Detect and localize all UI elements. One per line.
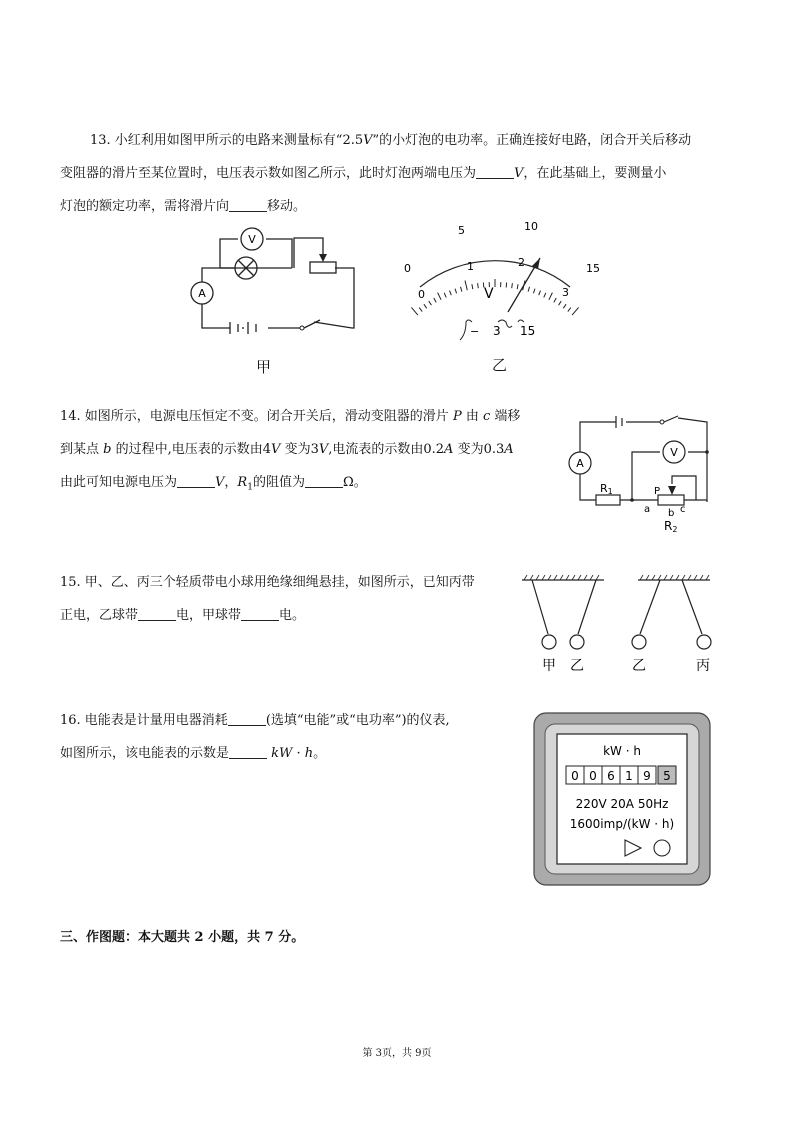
q15-charged-balls <box>518 574 718 674</box>
dial-tick <box>478 283 479 288</box>
svg-text:乙: 乙 <box>632 658 646 674</box>
question-15 <box>60 566 475 632</box>
svg-text:1600imp/(kW · h): 1600imp/(kW · h) <box>569 817 675 831</box>
dial-tick <box>434 298 436 302</box>
q14-line1: 14. 如图所示，电源电压恒定不变。闭合开关后，滑动变阻器的滑片 P 由 c 端移 <box>60 409 521 424</box>
question-13 <box>60 124 692 223</box>
svg-text:5: 5 <box>663 769 671 783</box>
dial-tick <box>563 304 566 308</box>
question-16 <box>60 704 450 770</box>
dial-tick <box>465 281 467 291</box>
q13-line2: 变阻器的滑片至某位置时，电压表示数如图乙所示，此时灯泡两端电压为 V，在此基础上，要测量小 <box>60 166 667 181</box>
dial-tick <box>461 287 462 292</box>
svg-text:V: V <box>248 233 256 246</box>
svg-text:A: A <box>198 287 206 300</box>
q16-line1: 16. 电能表是计量用电器消耗 (选填“电能”或“电功率”)的仪表, <box>60 713 450 728</box>
svg-text:9: 9 <box>643 769 651 783</box>
svg-text:丙: 丙 <box>696 658 710 674</box>
svg-text:kW · h: kW · h <box>603 744 641 758</box>
svg-text:1: 1 <box>625 769 633 783</box>
dial-tick <box>472 284 473 289</box>
dial-tick <box>419 308 422 312</box>
svg-text:P: P <box>654 486 661 497</box>
svg-text:c: c <box>680 504 686 515</box>
q14-circuit-diagram <box>564 408 714 538</box>
q15-blank-jia[interactable] <box>241 606 279 621</box>
svg-text:A: A <box>576 457 584 470</box>
question-14 <box>60 400 520 505</box>
q16-blank-reading[interactable] <box>229 744 267 759</box>
svg-text:b: b <box>668 508 675 519</box>
svg-text:1: 1 <box>467 260 474 273</box>
q13-caption-yi: 乙 <box>492 356 508 374</box>
svg-text:15: 15 <box>586 262 600 275</box>
page-footer: 第 3页，共 9页 <box>362 1048 432 1059</box>
svg-text:0: 0 <box>418 288 425 301</box>
dial-tick <box>559 301 562 305</box>
svg-text:5: 5 <box>458 224 465 237</box>
dial-tick <box>424 304 427 308</box>
dial-tick <box>450 291 452 296</box>
q16-blank-quantity[interactable] <box>228 711 266 726</box>
ball-yi-2 <box>632 635 646 649</box>
dial-tick <box>455 289 457 294</box>
q13-circuit-diagram <box>180 222 370 337</box>
svg-text:220V 20A 50Hz: 220V 20A 50Hz <box>575 797 669 811</box>
q14-line2: 到某点 b 的过程中,电压表的示数由4V 变为3V,电流表的示数由0.2A 变为0.3A <box>60 442 514 457</box>
dial-tick <box>438 293 442 300</box>
dial-tick <box>512 283 513 288</box>
dial-tick <box>429 301 432 305</box>
dial-tick <box>568 308 571 312</box>
svg-text:15: 15 <box>520 324 536 338</box>
section-3-heading: 三、作图题：本大题共 2 小题，共 7 分。 <box>60 930 305 945</box>
dial-tick <box>444 293 446 298</box>
q15-blank-yi[interactable] <box>138 606 176 621</box>
svg-text:0: 0 <box>404 262 411 275</box>
ball-bing <box>697 635 711 649</box>
svg-text:V: V <box>670 446 678 459</box>
ball-yi <box>570 635 584 649</box>
dial-tick <box>554 298 556 302</box>
q16-energy-meter <box>533 712 711 886</box>
ball-jia <box>542 635 556 649</box>
svg-text:R2: R2 <box>664 519 678 534</box>
dial-tick <box>539 291 541 296</box>
q13-voltmeter-dial <box>390 218 610 353</box>
svg-text:0: 0 <box>589 769 597 783</box>
q13-line1: 13. 小红利用如图甲所示的电路来测量标有“2.5V”的小灯泡的电功率。正确连接好电路，闭合开关后移动 <box>90 133 692 148</box>
svg-text:甲: 甲 <box>542 658 556 674</box>
q14-line3: 由此可知电源电压为 V，$R_1$的阻值为 Ω。 <box>60 475 367 493</box>
q13-blank-voltage[interactable] <box>476 164 514 179</box>
dial-tick <box>544 293 546 298</box>
q13-blank-direction[interactable] <box>229 197 267 212</box>
svg-text:10: 10 <box>524 220 538 233</box>
q13-line3: 灯泡的额定功率，需将滑片向 移动。 <box>60 199 307 214</box>
q15-line1: 15. 甲、乙、丙三个轻质带电小球用绝缘细绳悬挂，如图所示，已知丙带 <box>60 575 475 590</box>
q14-blank-voltage[interactable] <box>177 473 215 488</box>
dial-tick <box>533 289 535 294</box>
svg-text:R1: R1 <box>600 482 613 496</box>
q13-caption-jia: 甲 <box>256 358 272 376</box>
svg-text:−: − <box>470 325 480 338</box>
dial-tick <box>411 307 418 315</box>
dial-tick <box>528 287 529 292</box>
svg-text:V: V <box>484 286 494 302</box>
svg-text:3: 3 <box>493 324 501 338</box>
svg-text:6: 6 <box>607 769 615 783</box>
svg-text:a: a <box>644 504 651 515</box>
indicator-light-icon <box>654 840 670 856</box>
svg-text:0: 0 <box>571 769 579 783</box>
svg-text:2: 2 <box>518 256 525 269</box>
q16-line2: 如图所示，该电能表的示数是 kW · h。 <box>60 746 327 761</box>
q14-blank-resistance[interactable] <box>305 473 343 488</box>
dial-tick <box>517 284 518 289</box>
svg-text:乙: 乙 <box>570 658 584 674</box>
svg-text:3: 3 <box>562 286 569 299</box>
dial-tick <box>549 293 553 300</box>
q15-line2: 正电，乙球带 电，甲球带 电。 <box>60 608 306 623</box>
dial-tick <box>572 307 579 315</box>
